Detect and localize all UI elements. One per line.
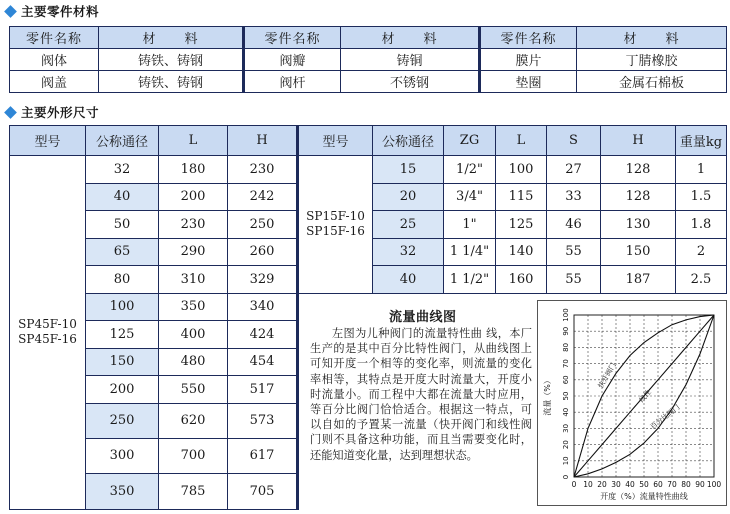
materials-row [10,71,727,93]
l-cell: 350 [159,293,228,321]
model-label: SP45F-16 [18,332,77,347]
bullet-diamond-icon [4,5,17,18]
h-cell: 128 [601,156,676,184]
y-tick-label: 60 [562,375,570,385]
l-cell: 400 [159,321,228,349]
material-cell: 铸铜 [341,49,480,71]
x-tick-label: 10 [583,480,593,489]
part-name-cell: 膜片 [480,49,577,71]
l-cell: 550 [159,376,228,404]
materials-header-row [10,27,727,49]
dn-cell: 125 [86,321,159,349]
part-name-cell: 阀瓣 [244,49,341,71]
dimensions-header-row [10,126,727,156]
dn-cell: 350 [86,473,159,509]
weight-cell: 2 [676,238,727,266]
l-cell: 200 [159,183,228,211]
h-cell: 340 [228,293,298,321]
table-row [10,156,727,184]
material-cell: 铸铁、铸钢 [99,49,244,71]
dn-cell: 100 [86,293,159,321]
sp15f-model-cell [298,156,373,294]
y-axis-label: 流量（%） [543,376,552,416]
part-name-cell: 阀杆 [244,71,341,93]
zg-cell: 1 1/2" [444,266,496,294]
h-cell: 230 [228,156,298,184]
dn-cell: 25 [373,211,444,239]
l-cell: 290 [159,238,228,266]
x-tick-label: 60 [653,480,663,489]
x-tick-label: 0 [571,480,577,489]
weight-cell: 2.5 [676,266,727,294]
dn-cell: 250 [86,403,159,438]
dn-cell: 65 [86,238,159,266]
x-axis-label: 开度（%）流量特性曲线 [600,492,688,501]
sp45f-model-cell [10,156,86,510]
flow-curve-title: 流量曲线图 [389,310,457,325]
flow-characteristic-chart [537,300,727,506]
h-cell: 130 [601,211,676,239]
l-cell: 700 [159,438,228,473]
dimensions-title-text: 主要外形尺寸 [21,105,100,120]
bullet-diamond-icon [4,106,17,119]
y-tick-label: 70 [562,359,570,369]
material-cell: 金属石棉板 [577,71,727,93]
materials-header-cell: 零件名称 [480,27,577,49]
dn-cell: 80 [86,266,159,294]
l-cell: 785 [159,473,228,509]
dn-cell: 15 [373,156,444,184]
l-cell: 125 [496,211,547,239]
header-cell: 公称通径 [373,126,444,156]
y-tick-label: 20 [562,440,570,450]
weight-cell: 1.8 [676,211,727,239]
dn-cell: 32 [373,238,444,266]
zg-cell: 3/4" [444,183,496,211]
weight-cell: 1.5 [676,183,727,211]
header-cell: 型号 [298,126,373,156]
x-tick-label: 100 [706,480,722,489]
dn-cell: 40 [86,183,159,211]
model-label: SP15F-10 [306,209,365,224]
series-label: 百分比阀门 [648,403,682,432]
h-cell: 150 [601,238,676,266]
h-cell: 617 [228,438,298,473]
h-cell: 517 [228,376,298,404]
y-tick-label: 40 [562,407,570,417]
s-cell: 55 [547,238,601,266]
part-name-cell: 垫圈 [480,71,577,93]
l-cell: 180 [159,156,228,184]
header-cell: 公称通径 [86,126,159,156]
header-cell: S [547,126,601,156]
x-tick-label: 50 [639,480,649,489]
dimensions-section-title [2,104,99,120]
materials-header-cell: 零件名称 [10,27,99,49]
material-cell: 不锈钢 [341,71,480,93]
h-cell: 187 [601,266,676,294]
part-name-cell: 阀盖 [10,71,99,93]
flow-chart-svg [538,301,728,507]
dn-cell: 20 [373,183,444,211]
materials-row [10,49,727,71]
material-cell: 铸铁、铸钢 [99,71,244,93]
l-cell: 230 [159,211,228,239]
h-cell: 424 [228,321,298,349]
y-tick-label: 30 [562,423,570,433]
materials-header-cell: 零件名称 [244,27,341,49]
x-tick-label: 90 [695,480,705,489]
zg-cell: 1" [444,211,496,239]
s-cell: 55 [547,266,601,294]
flow-curve-description: 左图为儿种阀门的流量特性曲 线，本厂生产的是其中百分比特性阀门，从曲线图上可知开度一个相等的变化率，则流量的变化率相等，其特点是开度大时流量大，开度小时流量小。而工程中大都在流量大时应用，等百分比阀门恰恰适合。根据这一特点，可以自如的予置某一流量（快开阀门和线性阀门则不具备这种功能，而且当需要变化时，还能知道变化量，达到理想状态。 [310,327,532,462]
series-label: 快开阀门 [596,361,618,390]
dn-cell: 50 [86,211,159,239]
y-tick-label: 0 [562,474,570,480]
dn-cell: 40 [373,266,444,294]
materials-section-title [2,3,99,19]
h-cell: 242 [228,183,298,211]
y-tick-label: 90 [562,326,570,336]
header-cell: ZG [444,126,496,156]
s-cell: 27 [547,156,601,184]
h-cell: 573 [228,403,298,438]
dn-cell: 150 [86,348,159,376]
h-cell: 128 [601,183,676,211]
zg-cell: 1 1/4" [444,238,496,266]
l-cell: 115 [496,183,547,211]
x-tick-label: 80 [681,480,691,489]
series-label: 线性 [637,388,653,405]
materials-table [9,26,727,93]
x-tick-label: 30 [611,480,621,489]
l-cell: 140 [496,238,547,266]
y-tick-label: 80 [562,342,570,352]
l-cell: 620 [159,403,228,438]
y-tick-label: 10 [562,456,570,466]
dn-cell: 32 [86,156,159,184]
header-cell: H [228,126,298,156]
dn-cell: 200 [86,376,159,404]
l-cell: 480 [159,348,228,376]
materials-header-cell: 材 料 [577,27,727,49]
s-cell: 46 [547,211,601,239]
l-cell: 100 [496,156,547,184]
header-cell: H [601,126,676,156]
x-tick-label: 70 [667,480,677,489]
part-name-cell: 阀体 [10,49,99,71]
material-cell: 丁腈橡胶 [577,49,727,71]
s-cell: 33 [547,183,601,211]
dn-cell: 300 [86,438,159,473]
h-cell: 260 [228,238,298,266]
model-label: SP15F-16 [306,224,365,239]
l-cell: 160 [496,266,547,294]
x-tick-label: 20 [597,480,607,489]
y-tick-label: 50 [562,391,570,401]
header-cell: L [496,126,547,156]
y-tick-label: 100 [562,308,570,322]
h-cell: 454 [228,348,298,376]
zg-cell: 1/2" [444,156,496,184]
materials-title-text: 主要零件材料 [21,4,100,19]
h-cell: 250 [228,211,298,239]
l-cell: 310 [159,266,228,294]
materials-header-cell: 材 料 [341,27,480,49]
header-cell: L [159,126,228,156]
header-cell: 型号 [10,126,86,156]
materials-header-cell: 材 料 [99,27,244,49]
model-label: SP45F-10 [18,317,77,332]
h-cell: 705 [228,473,298,509]
x-tick-label: 40 [625,480,635,489]
h-cell: 329 [228,266,298,294]
header-cell: 重量kg [676,126,727,156]
weight-cell: 1 [676,156,727,184]
